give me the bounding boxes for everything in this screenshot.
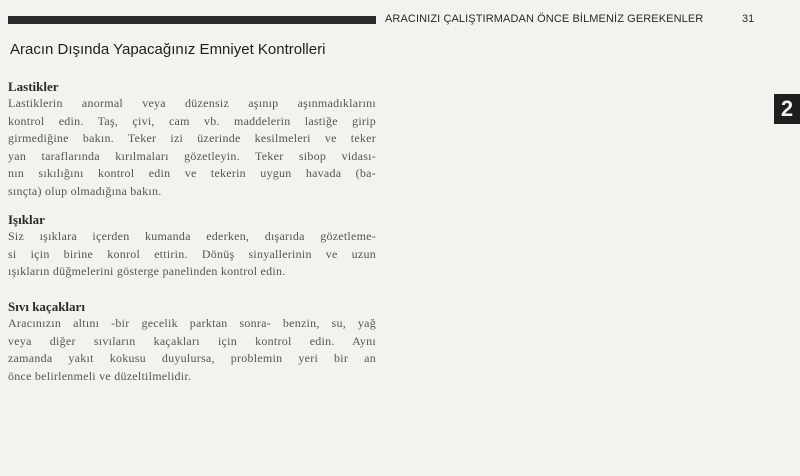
fluid-leaks-line: Aracınızın altını -bir gecelik parktan sonra- benzin, su, yağ (8, 316, 376, 330)
tires-line: sınçta) olup olmadığına bakın. (8, 183, 162, 198)
tires-line: nın sıkılığını kontrol edin ve tekerin uygun havada (ba- (8, 166, 376, 181)
lights-heading: Işıklar (8, 212, 45, 227)
lights-line: Siz ışıklara içerden kumanda ederken, dışarıda gözetleme- (8, 229, 376, 243)
tires-section (8, 79, 376, 201)
tires-line: Lastiklerin anormal veya düzensiz aşınıp aşınmadıklarını (8, 96, 376, 110)
running-head: ARACINIZI ÇALIŞTIRMADAN ÖNCE BİLMENİZ GEREKENLER (385, 13, 704, 25)
header-rule-bar (8, 16, 376, 24)
section-title: Aracın Dışında Yapacağınız Emniyet Kontrolleri (10, 41, 326, 58)
tires-heading: Lastikler (8, 79, 59, 94)
chapter-tab: 2 (774, 94, 800, 124)
fluid-leaks-line: önce belirlenmeli ve düzeltilmelidir. (8, 368, 192, 383)
tires-line: girmediğine bakın. Teker izi üzerinde kesilmeleri ve teker (8, 131, 376, 146)
fluid-leaks-heading: Sıvı kaçakları (8, 299, 85, 314)
lights-section (8, 212, 376, 281)
lights-line: si için birine konrol ettirin. Dönüş sinyallerinin ve uzun (8, 246, 376, 261)
fluid-leaks-line: veya diğer sıvıların kaçakları için kontrol edin. Aynı (8, 333, 376, 348)
page-number: 31 (742, 13, 755, 25)
fluid-leaks-section (8, 299, 376, 385)
fluid-leaks-line: zamanda yakıt kokusu duyulursa, problemin yeri bir an (8, 351, 376, 366)
lights-line: ışıkların düğmelerini gösterge panelinden kontrol edin. (8, 264, 286, 279)
tires-line: yan taraflarında kırılmaları gözetleyin. Teker sibop vidası- (8, 148, 376, 163)
tires-line: kontrol edin. Taş, çivi, cam vb. maddelerin lastiğe girip (8, 113, 376, 128)
